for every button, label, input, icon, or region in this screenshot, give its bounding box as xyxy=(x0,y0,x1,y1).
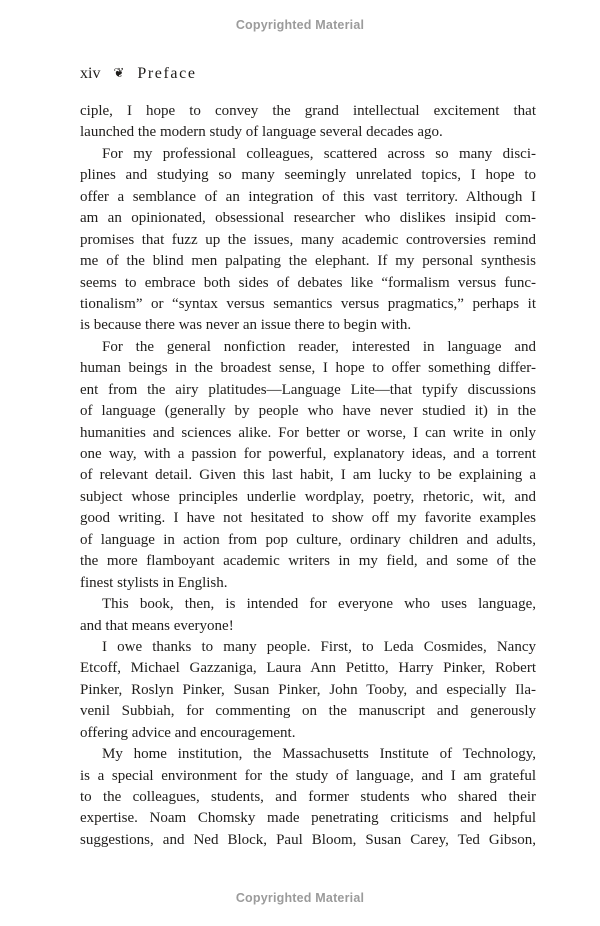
text-line: of language (generally by people who have never studied it) in the xyxy=(80,403,536,420)
text-line: me of the blind men palpating the elephant. If my personal synthesis xyxy=(80,253,536,270)
text-line: offer a semblance of an integration of this vast territory. Although I xyxy=(80,188,536,205)
text-line: the more flamboyant academic writers in my field, and some of the xyxy=(80,553,536,570)
page-number: xiv xyxy=(80,65,101,82)
text-line: am an opinionated, obsessional researcher who dislikes insipid com- xyxy=(80,210,536,227)
text-line: suggestions, and Ned Block, Paul Bloom, Susan Carey, Ted Gibson, xyxy=(80,831,536,848)
text-line: Pinker, Roslyn Pinker, Susan Pinker, John Tooby, and especially Ila- xyxy=(80,681,536,698)
text-line: finest stylists in English. xyxy=(80,574,228,591)
text-line: ciple, I hope to convey the grand intellectual excitement that xyxy=(80,103,536,119)
text-line: offering advice and encouragement. xyxy=(80,724,296,741)
body-text xyxy=(80,101,536,851)
text-line: of language in action from pop culture, ordinary children and adults, xyxy=(80,531,536,548)
text-line: ent from the airy platitudes—Language Lite—that typify discussions xyxy=(80,381,536,398)
section-title: Preface xyxy=(137,65,197,82)
text-line: one way, with a passion for powerful, explanatory ideas, and a torrent xyxy=(80,446,536,462)
text-line: launched the modern study of language several decades ago. xyxy=(80,124,443,141)
fleuron-icon: ❦ xyxy=(113,65,125,80)
text-line: of relevant detail. Given this last habit, I am lucky to be explaining a xyxy=(80,467,536,484)
text-line: seems to embrace both sides of debates like “formalism versus func- xyxy=(80,274,536,291)
text-line: promises that fuzz up the issues, many academic controversies remind xyxy=(80,231,536,248)
text-line: subject whose principles underlie wordplay, poetry, rhetoric, wit, and xyxy=(80,488,536,505)
text-line: is a special environment for the study of language, and I am grateful xyxy=(80,767,536,784)
text-line: This book, then, is intended for everyone who uses language, xyxy=(102,596,536,613)
text-line: plines and studying so many seemingly unrelated topics, I hope to xyxy=(80,167,536,184)
text-line: human beings in the broadest sense, I hope to offer something differ- xyxy=(80,360,536,377)
text-line: For the general nonfiction reader, interested in language and xyxy=(102,338,536,355)
text-line: good writing. I have not hesitated to show off my favorite examples xyxy=(80,510,536,527)
copyright-banner-top: Copyrighted Material xyxy=(235,18,365,32)
text-line: For my professional colleagues, scattered across so many disci- xyxy=(102,145,536,162)
copyright-banner-bottom: Copyrighted Material xyxy=(235,891,365,905)
text-line: is because there was never an issue there to begin with. xyxy=(80,317,412,334)
text-line: Etcoff, Michael Gazzaniga, Laura Ann Petitto, Harry Pinker, Robert xyxy=(80,660,536,677)
text-line: I owe thanks to many people. First, to Leda Cosmides, Nancy xyxy=(102,638,536,655)
text-line: tionalism” or “syntax versus semantics versus pragmatics,” perhaps it xyxy=(80,295,536,312)
page-header xyxy=(80,65,197,83)
text-line: My home institution, the Massachusetts Institute of Technology, xyxy=(102,746,536,763)
text-line: expertise. Noam Chomsky made penetrating criticisms and helpful xyxy=(80,810,536,827)
text-line: and that means everyone! xyxy=(80,617,234,634)
text-line: to the colleagues, students, and former students who shared their xyxy=(80,789,536,805)
text-line: humanities and sciences alike. For better or worse, I can write in only xyxy=(80,424,536,441)
text-line: venil Subbiah, for commenting on the manuscript and generously xyxy=(80,703,536,720)
